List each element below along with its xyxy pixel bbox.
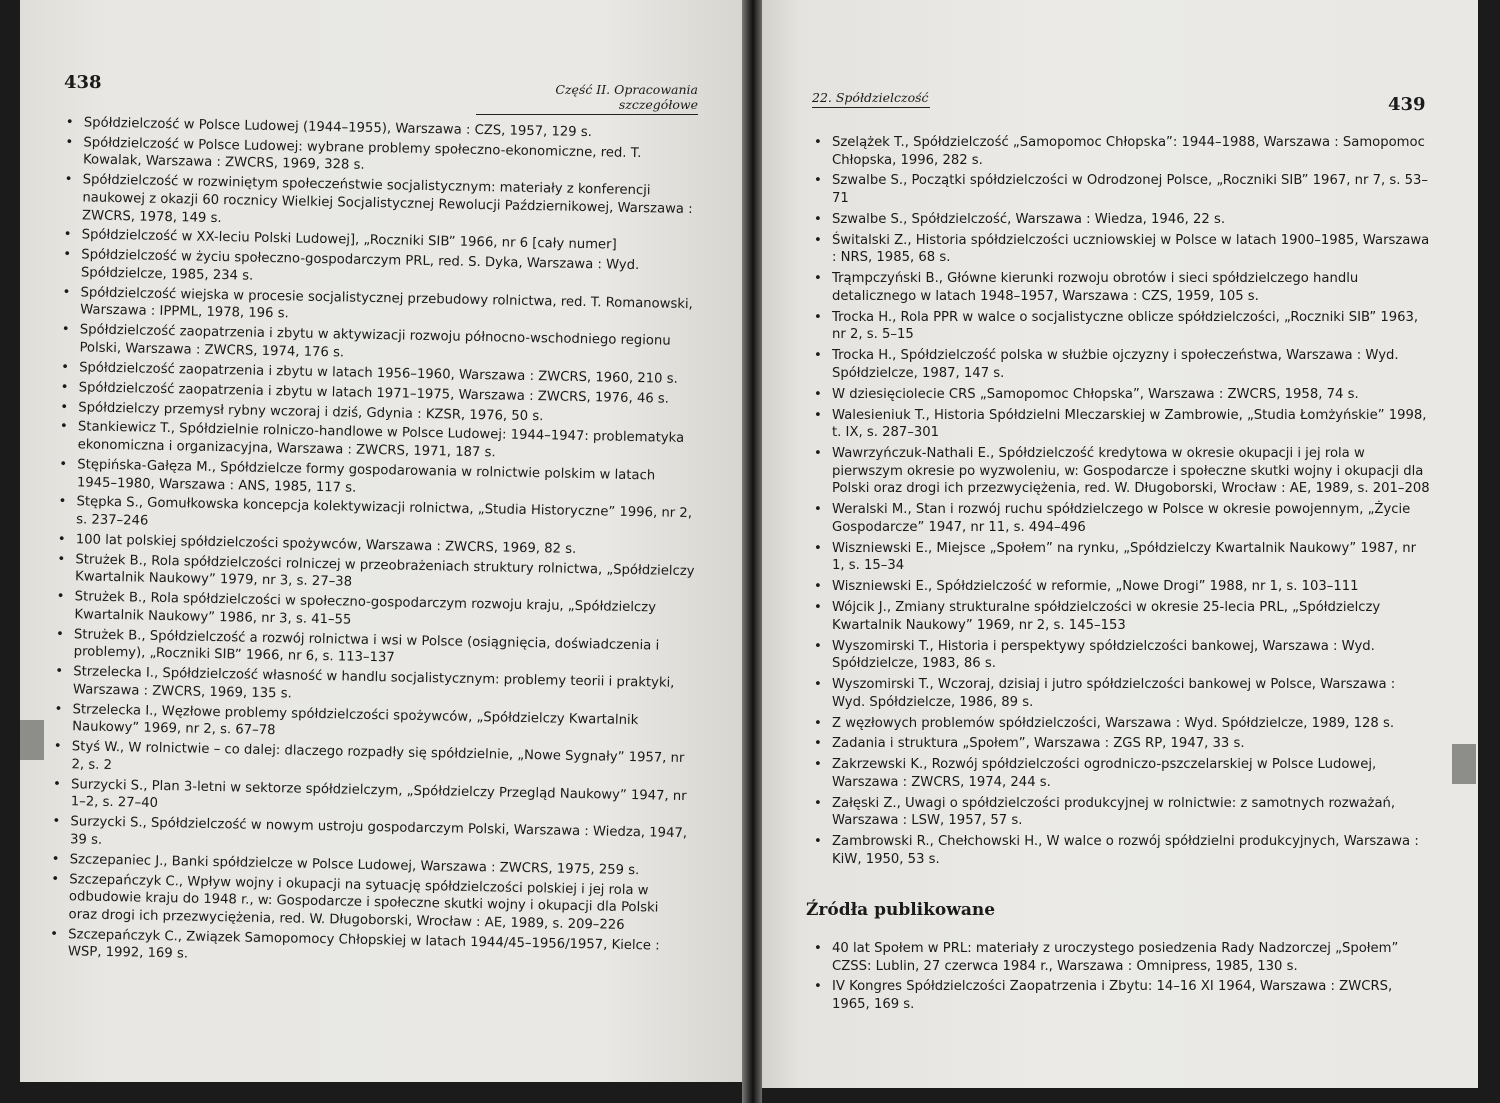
- published-sources-list: [812, 940, 1430, 1017]
- bibliography-entry: • Wiszniewski E., Spółdzielczość w reformie, „Nowe Drogi” 1988, nr 1, s. 103–111: [812, 578, 1430, 596]
- bibliography-entry: • Spółdzielczość zaopatrzenia i zbytu w aktywizacji rozwoju północno-wschodniego regionu Polski, Warszawa : ZWCRS, 1974, 176 s.: [59, 321, 700, 368]
- bibliography-entry: • Wiszniewski E., Miejsce „Społem” na rynku, „Spółdzielczy Kwartalnik Naukowy” 1987, nr 1, s. 15–34: [812, 540, 1430, 575]
- bibliography-list-right: [812, 134, 1430, 872]
- bibliography-entry: • Surzycki S., Spółdzielczość w nowym ustroju gospodarczym Polski, Warszawa : Wiedza, 1947, 39 s.: [50, 813, 691, 860]
- bibliography-entry: • Spółdzielczość w Polsce Ludowej: wybrane problemy społeczno-ekonomiczne, red. T. Kowalak, Warszawa : ZWCRS, 1969, 328 s.: [63, 134, 704, 181]
- bibliography-entry: • Stankiewicz T., Spółdzielnie rolniczo-handlowe w Polsce Ludowej: 1944–1947: problematyka ekonomiczna i organizacyjna, Warszawa : ZWCRS, 1971, 187 s.: [57, 418, 698, 465]
- thumb-index-tab-right: [1452, 744, 1476, 784]
- bibliography-entry: • Szwalbe S., Początki spółdzielczości w Odrodzonej Polsce, „Roczniki SIB” 1967, nr 7, s. 53–71: [812, 172, 1430, 207]
- bibliography-entry: • Szczepaniec J., Banki spółdzielcze w Polsce Ludowej, Warszawa : ZWCRS, 1975, 259 s.: [50, 851, 690, 881]
- bibliography-entry: • Spółdzielczość zaopatrzenia i zbytu w latach 1956–1960, Warszawa : ZWCRS, 1960, 210 s.: [59, 359, 699, 389]
- bibliography-entry: • Spółdzielczość zaopatrzenia i zbytu w latach 1971–1975, Warszawa : ZWCRS, 1976, 46 s.: [59, 379, 699, 409]
- page-number-left: 438: [64, 72, 102, 93]
- bibliography-entry: • 40 lat Społem w PRL: materiały z uroczystego posiedzenia Rady Nadzorczej „Społem” CZSS: Lublin, 27 czerwca 1984 r., Warszawa : Omnipress, 1985, 130 s.: [812, 940, 1430, 975]
- bibliography-entry: • Zakrzewski K., Rozwój spółdzielczości ogrodniczo-pszczelarskiej w Polsce Ludowej, Warszawa : ZWCRS, 1974, 244 s.: [812, 756, 1430, 791]
- bibliography-entry: • IV Kongres Spółdzielczości Zaopatrzenia i Zbytu: 14–16 XI 1964, Warszawa : ZWCRS, 1965, 169 s.: [812, 978, 1430, 1013]
- bibliography-entry: • Zambrowski R., Chełchowski H., W walce o rozwój spółdzielni produkcyjnych, Warszawa : KiW, 1950, 53 s.: [812, 833, 1430, 868]
- bibliography-entry: • Wyszomirski T., Historia i perspektywy spółdzielczości bankowej, Warszawa : Wyd. Spółdzielcze, 1983, 86 s.: [812, 638, 1430, 673]
- bibliography-entry: • Trocka H., Rola PPR w walce o socjalistyczne oblicze spółdzielczości, „Roczniki SIB” 1963, nr 2, s. 5–15: [812, 309, 1430, 344]
- bibliography-entry: • Stępińska-Gałęza M., Spółdzielcze formy gospodarowania w rolnictwie polskim w latach 1945–1980, Warszawa : ANS, 1985, 117 s.: [57, 456, 698, 503]
- bibliography-entry: • Szczepańczyk C., Związek Samopomocy Chłopskiej w latach 1944/45–1956/1957, Kielce : WSP, 1992, 169 s.: [48, 926, 689, 973]
- bibliography-entry: • Wawrzyńczuk-Nathali E., Spółdzielczość kredytowa w okresie okupacji i jej rola w pierwszym okresie po wyzwoleniu, w: Gospodarcze i społeczne skutki wojny i okupacji dla Polski oraz drogi ich przezwyciężenia, red. W. Długoborski, Wrocław : AE, 1989, s. 201–208: [812, 445, 1430, 498]
- bibliography-entry: • Walesieniuk T., Historia Spółdzielni Mleczarskiej w Zambrowie, „Studia Łomżyńskie” 1998, t. IX, s. 287–301: [812, 407, 1430, 442]
- bibliography-entry: • Spółdzielczość w Polsce Ludowej (1944–1955), Warszawa : CZS, 1957, 129 s.: [64, 114, 704, 144]
- bibliography-list-left: [48, 114, 704, 975]
- bibliography-entry: • Styś W., W rolnictwie – co dalej: dlaczego rozpadły się spółdzielnie, „Nowe Sygnały” 1957, nr 2, s. 2: [51, 738, 692, 785]
- bibliography-entry: • Trocka H., Spółdzielczość polska w służbie ojczyzny i społeczeństwa, Warszawa : Wyd. Spółdzielcze, 1987, 147 s.: [812, 347, 1430, 382]
- bibliography-entry: • Spółdzielczość w życiu społeczno-gospodarczym PRL, red. S. Dyka, Warszawa : Wyd. Spółdzielcze, 1985, 234 s.: [61, 246, 702, 293]
- bibliography-entry: • Spółdzielczość w rozwiniętym społeczeństwie socjalistycznym: materiały z konferencji naukowej z okazji 60 rocznicy Wielkiej Socjalistycznej Rewolucji Październikowej, Warszawa : ZWCRS, 1978, 149 s.: [62, 171, 703, 236]
- bibliography-entry: • Trąmpczyński B., Główne kierunki rozwoju obrotów i sieci spółdzielczego handlu detalicznego w latach 1948–1957, Warszawa : CZS, 1959, 105 s.: [812, 270, 1430, 305]
- bibliography-entry: • Wójcik J., Zmiany strukturalne spółdzielczości w okresie 25-lecia PRL, „Spółdzielczy Kwartalnik Naukowy” 1969, nr 2, s. 145–153: [812, 599, 1430, 634]
- bibliography-entry: • Surzycki S., Plan 3-letni w sektorze spółdzielczym, „Spółdzielczy Przegląd Naukowy” 1947, nr 1–2, s. 27–40: [51, 776, 692, 823]
- bibliography-entry: • Szelążek T., Spółdzielczość „Samopomoc Chłopska”: 1944–1988, Warszawa : Samopomoc Chłopska, 1996, 282 s.: [812, 134, 1430, 169]
- running-head-right: 22. Spółdzielczość: [812, 90, 930, 108]
- bibliography-entry: • Strużek B., Spółdzielczość a rozwój rolnictwa i wsi w Polsce (osiągnięcia, doświadczenia i problemy), „Roczniki SIB” 1966, nr 6, s. 113–137: [53, 626, 694, 673]
- section-heading: Źródła publikowane: [806, 900, 996, 920]
- bibliography-entry: • Wyszomirski T., Wczoraj, dzisiaj i jutro spółdzielczości bankowej w Polsce, Warszawa : Wyd. Spółdzielcze, 1986, 89 s.: [812, 676, 1430, 711]
- bibliography-entry: • Zadania i struktura „Społem”, Warszawa : ZGS RP, 1947, 33 s.: [812, 735, 1430, 753]
- bibliography-entry: • Załęski Z., Uwagi o spółdzielczości produkcyjnej w rolnictwie: z samotnych rozważań, Warszawa : LSW, 1957, 57 s.: [812, 795, 1430, 830]
- bibliography-entry: • Strzelecka I., Spółdzielczość własność w handlu socjalistycznym: problemy teorii i praktyki, Warszawa : ZWCRS, 1969, 135 s.: [53, 663, 694, 710]
- bibliography-entry: • Spółdzielczość w XX-leciu Polski Ludowej], „Roczniki SIB” 1966, nr 6 [cały numer]: [62, 226, 702, 256]
- thumb-index-tab-left: [20, 720, 44, 760]
- bibliography-entry: • Świtalski Z., Historia spółdzielczości uczniowskiej w Polsce w latach 1900–1985, Warszawa : NRS, 1985, 68 s.: [812, 232, 1430, 267]
- bibliography-entry: • Szczepańczyk C., Wpływ wojny i okupacji na sytuację spółdzielczości polskiej i jej rola w odbudowie kraju do 1948 r., w: Gospodarcze i społeczne skutki wojny i okupacji dla Polski oraz drogi ich przezwyciężenia, red. W. Długoborski, Wrocław : AE, 1989, s. 209–226: [48, 870, 689, 935]
- bibliography-entry: • W dziesięciolecie CRS „Samopomoc Chłopska”, Warszawa : ZWCRS, 1958, 74 s.: [812, 386, 1430, 404]
- bibliography-entry: • Spółdzielczość wiejska w procesie socjalistycznej przebudowy rolnictwa, red. T. Romanowski, Warszawa : IPPML, 1978, 196 s.: [60, 284, 701, 331]
- bibliography-entry: • Spółdzielczy przemysł rybny wczoraj i dziś, Gdynia : KZSR, 1976, 50 s.: [58, 399, 698, 429]
- bibliography-entry: • Stępka S., Gomułkowska koncepcja kolektywizacji rolnictwa, „Studia Historyczne” 1996, nr 2, s. 237–246: [56, 493, 697, 540]
- bibliography-entry: • 100 lat polskiej spółdzielczości spożywców, Warszawa : ZWCRS, 1969, 82 s.: [56, 531, 696, 561]
- bibliography-entry: • Strzelecka I., Węzłowe problemy spółdzielczości spożywców, „Spółdzielczy Kwartalnik Naukowy” 1969, nr 2, s. 67–78: [52, 701, 693, 748]
- bibliography-entry: • Strużek B., Rola spółdzielczości rolniczej w przeobrażeniach struktury rolnictwa, „Spółdzielczy Kwartalnik Naukowy” 1979, nr 3, s. 27–38: [55, 551, 696, 598]
- bibliography-entry: • Weralski M., Stan i rozwój ruchu spółdzielczego w Polsce w okresie powojennym, „Życie Gospodarcze” 1947, nr 11, s. 494–496: [812, 501, 1430, 536]
- running-head-left: Część II. Opracowania szczegółowe: [476, 82, 698, 115]
- bibliography-entry: • Szwalbe S., Spółdzielczość, Warszawa : Wiedza, 1946, 22 s.: [812, 211, 1430, 229]
- page-number-right: 439: [1388, 94, 1426, 115]
- bibliography-entry: • Strużek B., Rola spółdzielczości w społeczno-gospodarczym rozwoju kraju, „Spółdzielczy Kwartalnik Naukowy” 1986, nr 3, s. 41–55: [54, 588, 695, 635]
- bibliography-entry: • Z węzłowych problemów spółdzielczości, Warszawa : Wyd. Spółdzielcze, 1989, 128 s.: [812, 715, 1430, 733]
- book-spine: [742, 0, 762, 1103]
